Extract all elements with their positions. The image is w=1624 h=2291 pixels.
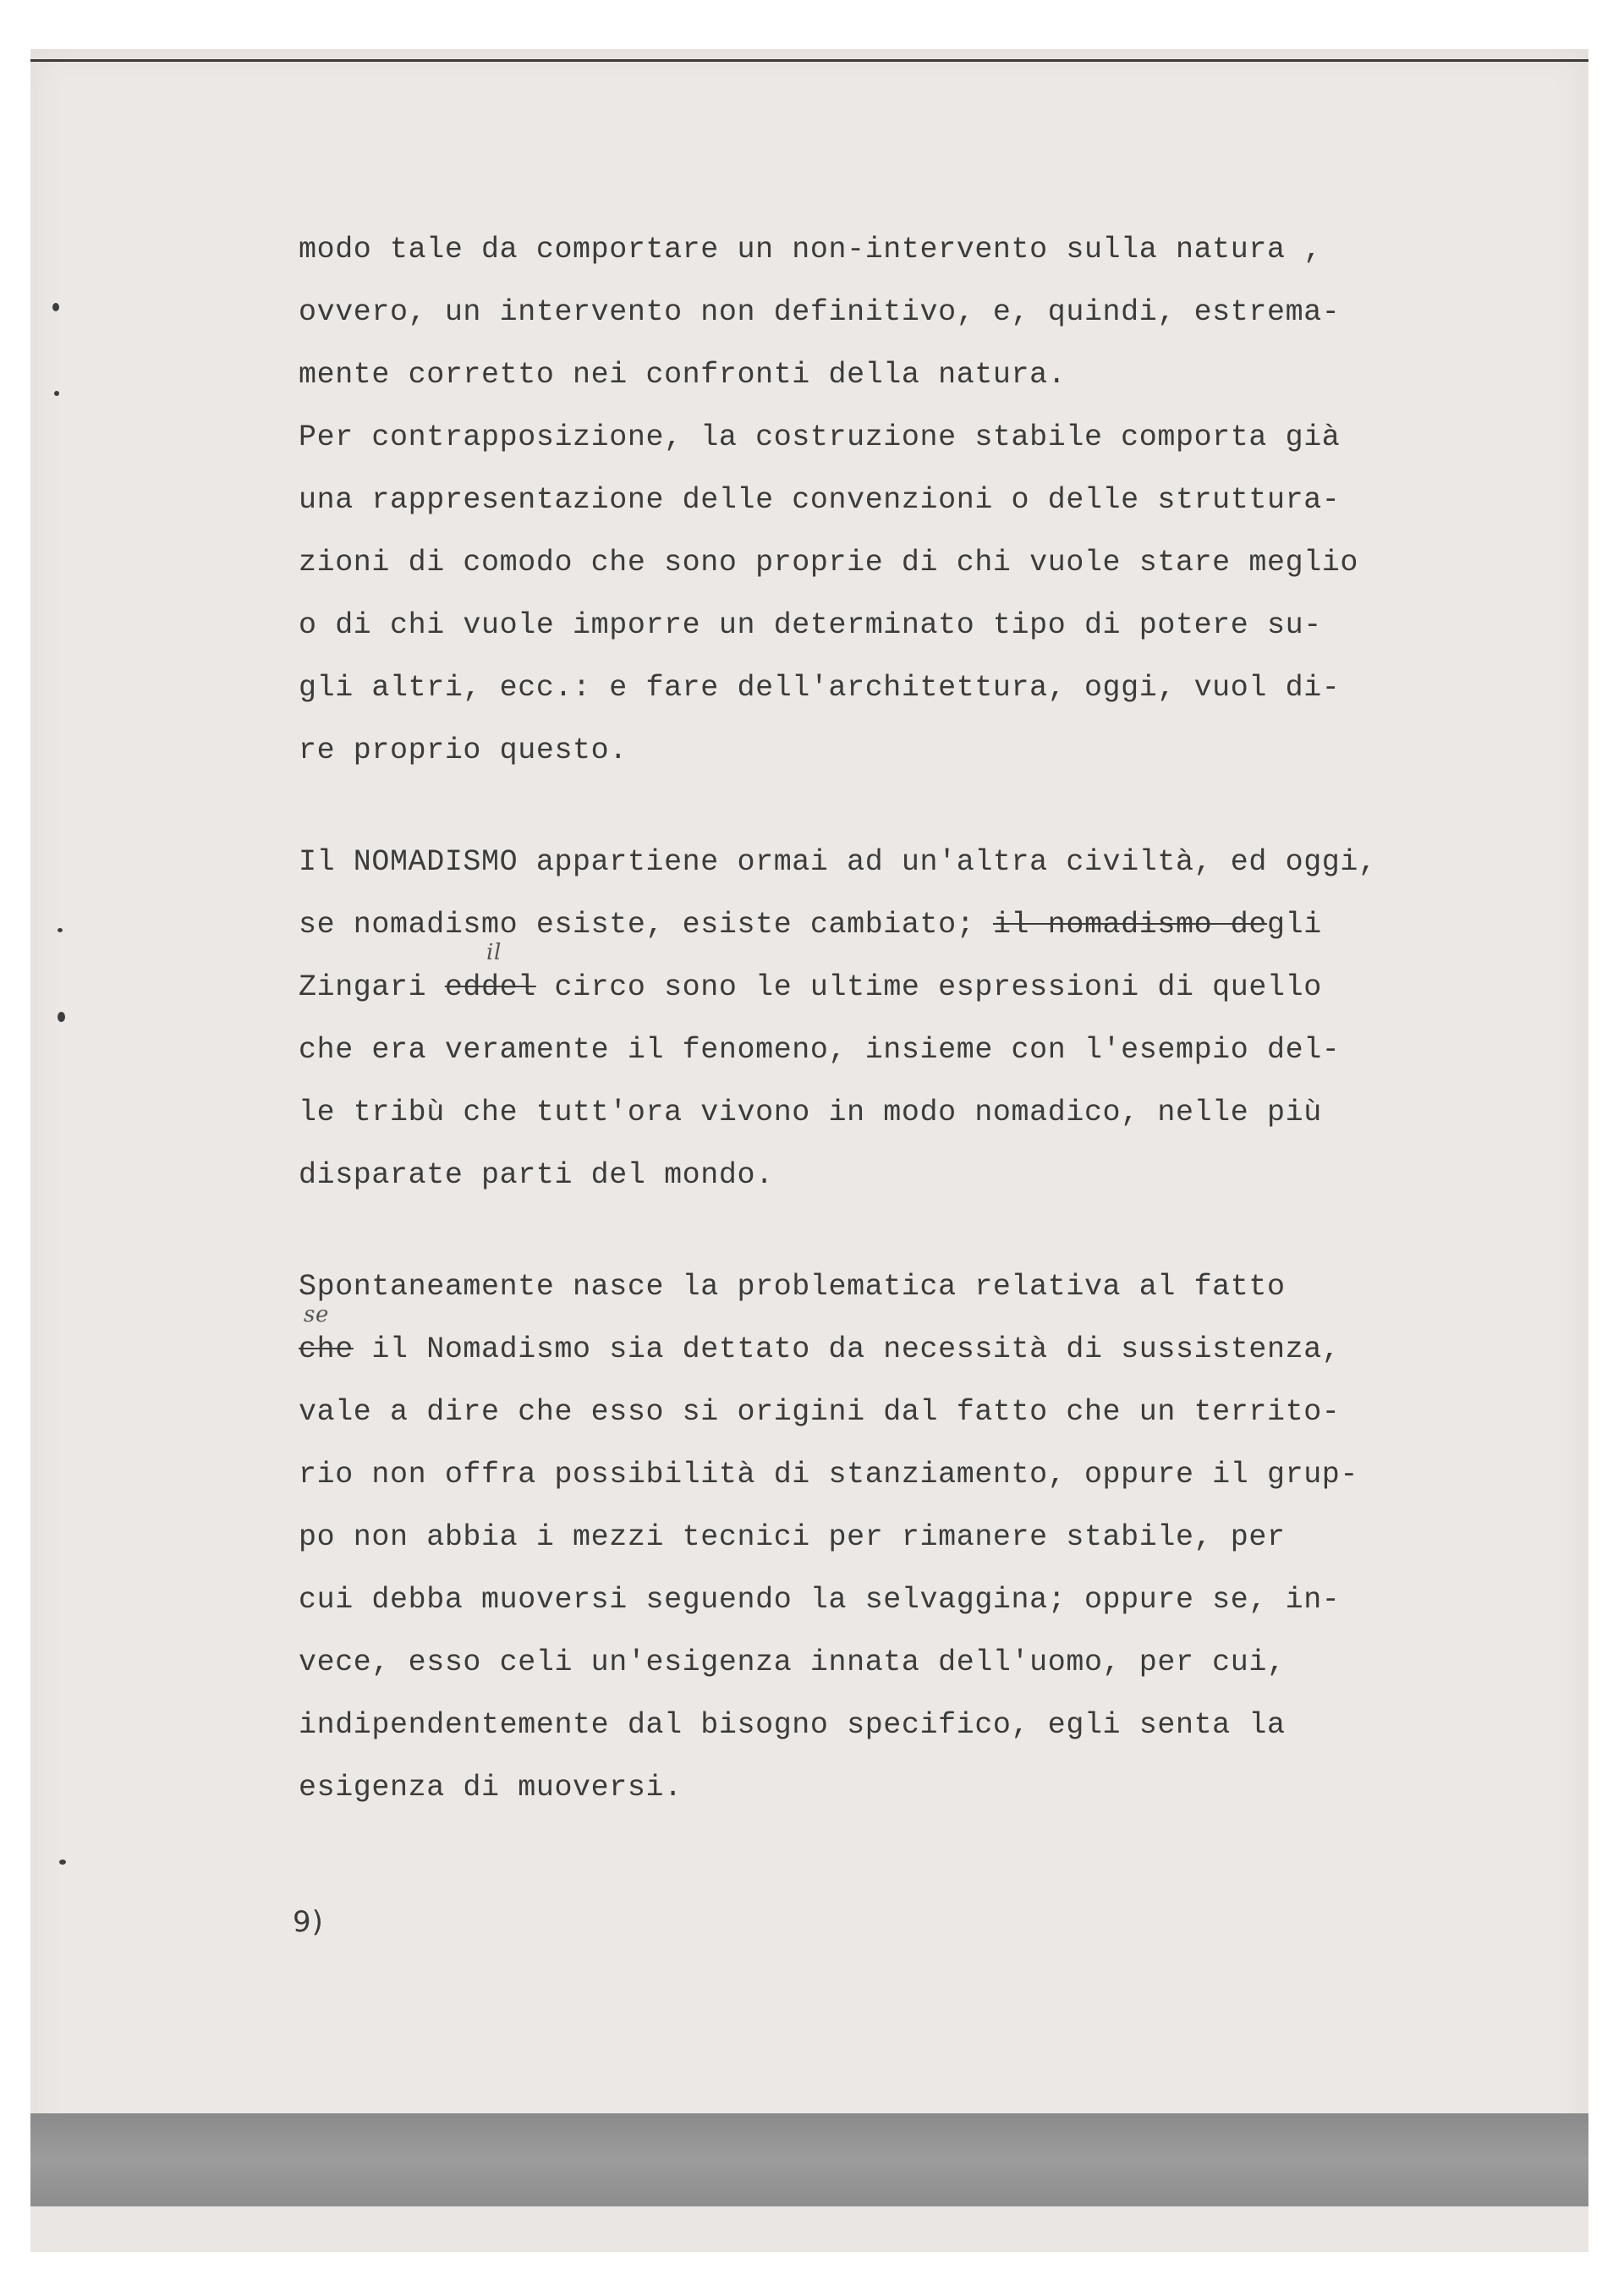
text-line: [299, 406, 1483, 469]
text-line: [299, 719, 1483, 782]
text-segment: una rappresentazione delle convenzioni o delle struttura-: [299, 483, 1341, 517]
text-segment: vale a dire che esso si origini dal fatto che un territo-: [299, 1395, 1341, 1429]
text-line: [299, 1756, 1483, 1819]
text-segment: gli: [1267, 908, 1322, 942]
handwritten-correction: il: [486, 940, 502, 965]
top-edge-rule: [30, 59, 1588, 62]
text-segment: ovvero, un intervento non definitivo, e, quindi, estrema-: [299, 295, 1341, 329]
paragraph-gap: [299, 782, 1483, 831]
text-segment: vece, esso celi un'esigenza innata dell'uomo, per cui,: [299, 1645, 1286, 1679]
margin-mark: [59, 1860, 66, 1865]
handwritten-correction: se: [304, 1302, 329, 1327]
paper-bottom-strip: [30, 2206, 1588, 2252]
page-number: 9): [293, 1905, 324, 1939]
margin-mark: [52, 303, 59, 311]
text-line: [299, 1569, 1483, 1631]
margin-mark: [58, 1012, 65, 1022]
text-segment: re proprio questo.: [299, 733, 628, 767]
text-line: [299, 1694, 1483, 1756]
text-segment: Il NOMADISMO appartiene ormai ad un'altra civiltà, ed oggi,: [299, 845, 1377, 879]
scanner-shadow-band: [30, 2113, 1588, 2206]
margin-mark: [58, 928, 63, 932]
paragraph-gap: [299, 1206, 1483, 1255]
text-segment: Zingari: [299, 970, 445, 1004]
text-segment: il Nomadismo sia dettato da necessità di sussistenza,: [353, 1332, 1341, 1366]
text-line: [299, 893, 1483, 956]
struck-text: che se: [299, 1302, 354, 1366]
text-segment: mente corretto nei confronti della natura.: [299, 358, 1067, 392]
text-line: [299, 343, 1483, 406]
text-line: [299, 218, 1483, 281]
text-segment: Per contrapposizione, la costruzione stabile comporta già: [299, 420, 1341, 454]
text-segment: indipendentemente dal bisogno specifico, egli senta la: [299, 1708, 1286, 1742]
text-segment: modo tale da comportare un non-intervento sulla natura ,: [299, 233, 1322, 266]
text-line: [299, 594, 1483, 657]
typed-text-body: [299, 218, 1483, 1819]
text-line: [299, 531, 1483, 594]
text-line: [299, 1081, 1483, 1144]
text-line: [299, 281, 1483, 343]
text-segment: disparate parti del mondo.: [299, 1158, 774, 1192]
text-line: [299, 831, 1483, 893]
text-segment: circo sono le ultime espressioni di quello: [535, 970, 1322, 1004]
text-segment: che era veramente il fenomeno, insieme con l'esempio del-: [299, 1033, 1341, 1067]
struck-text: il nomadismo de: [992, 908, 1267, 942]
text-segment: cui debba muoversi seguendo la selvaggina; oppure se, in-: [299, 1583, 1341, 1617]
text-line: [299, 1381, 1483, 1443]
paragraph: [299, 1255, 1483, 1819]
paragraph: [299, 831, 1483, 1206]
text-line: [299, 1255, 1483, 1318]
text-segment: po non abbia i mezzi tecnici per rimanere stabile, per: [299, 1520, 1286, 1554]
struck-text: del il: [481, 940, 536, 1004]
text-segment: se nomadismo esiste, esiste cambiato;: [299, 908, 993, 942]
text-segment: zioni di comodo che sono proprie di chi vuole stare meglio: [299, 546, 1358, 580]
text-segment: esigenza di muoversi.: [299, 1771, 683, 1805]
text-line: [299, 1443, 1483, 1506]
text-line: [299, 940, 1483, 1019]
text-segment: o di chi vuole imporre un determinato tipo di potere su-: [299, 608, 1322, 642]
margin-mark: [54, 391, 59, 396]
text-line: [299, 469, 1483, 531]
paragraph: [299, 218, 1483, 782]
text-segment: Spontaneamente nasce la problematica relativa al fatto: [299, 1270, 1286, 1304]
text-line: [299, 1019, 1483, 1081]
text-segment: le tribù che tutt'ora vivono in modo nomadico, nelle più: [299, 1096, 1322, 1129]
text-segment: gli altri, ecc.: e fare dell'architettura, oggi, vuol di-: [299, 671, 1341, 705]
struck-text: ed: [444, 970, 482, 1004]
text-line: [299, 1506, 1483, 1569]
text-line: [299, 1144, 1483, 1206]
text-segment: rio non offra possibilità di stanziamento, oppure il grup-: [299, 1458, 1358, 1492]
text-line: [299, 1302, 1483, 1381]
text-line: [299, 1631, 1483, 1694]
text-line: [299, 657, 1483, 719]
